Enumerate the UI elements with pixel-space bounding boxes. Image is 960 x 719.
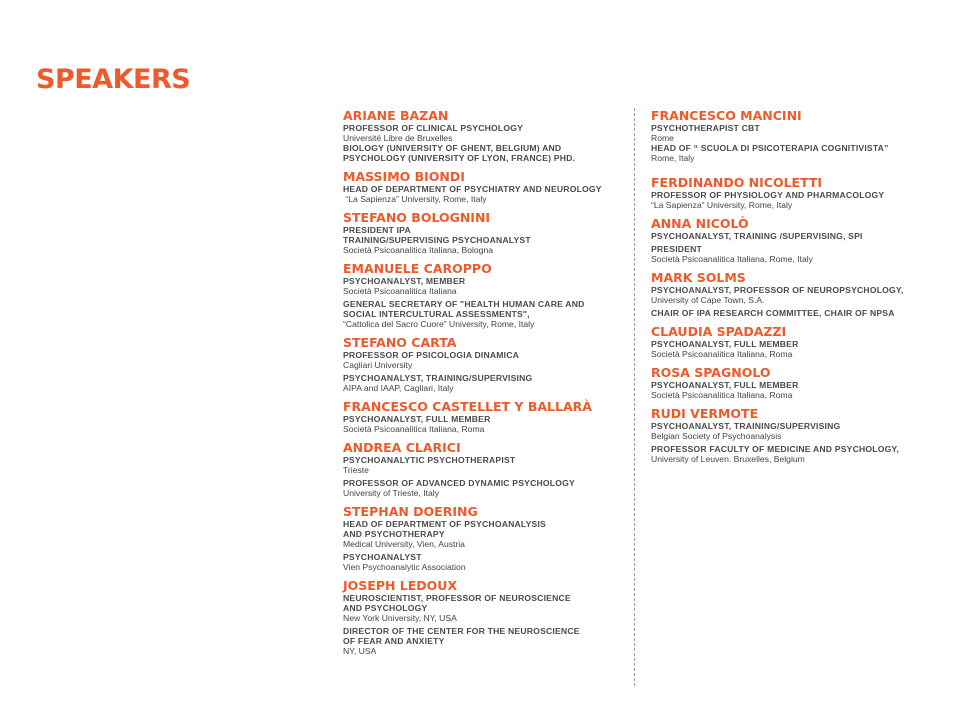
speaker-role: PSYCHOANALYST, FULL MEMBER [651,339,799,349]
speaker-name: MARK SOLMS [651,270,746,285]
speaker-entry [651,324,926,359]
speaker-role: PROFESSOR OF PHYSIOLOGY AND PHARMACOLOGY [651,190,885,200]
speaker-affiliation: Società Psicoanalitica Italiana, Roma [651,349,793,359]
speaker-role: OF FEAR AND ANXIETY [343,636,445,646]
speaker-name: CLAUDIA SPADAZZI [651,324,787,339]
speaker-role: PROFESSOR OF CLINICAL PSYCHOLOGY [343,123,524,133]
speaker-role: CHAIR OF IPA RESEARCH COMMITTEE, CHAIR OF NPSA [651,308,895,318]
speakers-right-column [651,108,926,470]
speaker-affiliation: New York University, NY, USA [343,613,457,623]
speaker-name: ROSA SPAGNOLO [651,365,771,380]
speaker-affiliation: “La Sapienza” University, Rome, Italy [651,200,793,210]
speaker-entry [343,261,618,329]
speaker-name: FRANCESCO CASTELLET Y BALLARÀ [343,399,592,414]
speaker-role: PSYCHOANALYST, TRAINING/SUPERVISING [651,421,841,431]
speaker-entry [651,175,926,210]
speaker-name: ANDREA CLARICI [343,440,461,455]
speaker-name: FERDINANDO NICOLETTI [651,175,823,190]
speaker-role: PSYCHOANALYST [343,552,422,562]
speaker-affiliation: Società Psicoanalitica Italiana, Roma [651,390,793,400]
speaker-role: PSYCHOANALYST, TRAINING /SUPERVISING, SPI [651,231,863,241]
speaker-role: PROFESSOR FACULTY OF MEDICINE AND PSYCHOLOGY, [651,444,900,454]
column-divider [634,108,635,686]
speaker-affiliation: “La Sapienza” University, Rome, Italy [343,194,487,204]
speaker-affiliation: NY, USA [343,646,377,656]
speaker-entry [651,216,926,264]
speaker-affiliation: Vien Psychoanalytic Association [343,562,466,572]
speaker-affiliation: Trieste [343,465,369,475]
speaker-name: EMANUELE CAROPPO [343,261,492,276]
speaker-role: PSYCHOANALYST, FULL MEMBER [343,414,491,424]
speaker-name: STEPHAN DOERING [343,504,478,519]
speaker-role: AND PSYCHOLOGY [343,603,428,613]
speaker-role: AND PSYCHOTHERAPY [343,529,445,539]
speaker-role: PRESIDENT [651,244,702,254]
speaker-entry [343,169,618,204]
speaker-entry [651,108,926,163]
speaker-entry [343,335,618,393]
speaker-affiliation: Società Psicoanalitica Italiana [343,286,457,296]
speaker-role: PSYCHOANALYST, FULL MEMBER [651,380,799,390]
speaker-affiliation: University of Leuven. Bruxelles, Belgium [651,454,805,464]
speaker-entry [651,365,926,400]
speaker-role: TRAINING/SUPERVISING PSYCHOANALYST [343,235,531,245]
speaker-name: STEFANO BOLOGNINI [343,210,491,225]
speaker-affiliation: Società Psicoanalitica Italiana, Rome, Italy [651,254,813,264]
speaker-role: PSYCHOANALYST, PROFESSOR OF NEUROPSYCHOLOGY, [651,285,904,295]
speaker-name: ARIANE BAZAN [343,108,449,123]
speaker-role: HEAD OF DEPARTMENT OF PSYCHIATRY AND NEUROLOGY [343,184,602,194]
page-title: SPEAKERS [36,64,191,95]
speaker-affiliation: “Cattolica del Sacro Cuore” University, Rome, Italy [343,319,535,329]
speaker-entry [343,504,618,572]
speaker-name: FRANCESCO MANCINI [651,108,802,123]
speaker-entry [343,210,618,255]
speaker-role: SOCIAL INTERCULTURAL ASSESSMENTS", [343,309,530,319]
speaker-role: BIOLOGY (UNIVERSITY OF GHENT, BELGIUM) AND [343,143,562,153]
speaker-name: STEFANO CARTA [343,335,457,350]
speaker-affiliation: Cagliari University [343,360,413,370]
speaker-affiliation: Rome [651,133,674,143]
speaker-affiliation: Rome, Italy [651,153,695,163]
speaker-role: GENERAL SECRETARY OF "HEALTH HUMAN CARE AND [343,299,585,309]
speaker-role: PRESIDENT IPA [343,225,411,235]
speaker-role: PSYCHOANALYST, TRAINING/SUPERVISING [343,373,533,383]
speaker-name: RUDI VERMOTE [651,406,759,421]
speaker-role: PSYCHOANALYST, MEMBER [343,276,466,286]
speaker-entry [343,399,618,434]
speaker-role: PSYCHOTHERAPIST CBT [651,123,760,133]
speaker-entry [651,270,926,318]
speaker-affiliation: Società Psicoanalitica Italiana, Roma [343,424,485,434]
speaker-name: ANNA NICOLÒ [651,216,749,231]
speaker-affiliation: Medical University, Vien, Austria [343,539,465,549]
speaker-entry [343,578,618,656]
speaker-name: JOSEPH LEDOUX [343,578,458,593]
speaker-role: DIRECTOR OF THE CENTER FOR THE NEUROSCIENCE [343,626,580,636]
speaker-entry [343,108,618,163]
speaker-affiliation: Società Psicoanalitica Italiana, Bologna [343,245,494,255]
speaker-role: NEUROSCIENTIST, PROFESSOR OF NEUROSCIENCE [343,593,571,603]
speaker-role: PROFESSOR OF ADVANCED DYNAMIC PSYCHOLOGY [343,478,575,488]
speakers-left-column [343,108,618,662]
speaker-role: PSYCHOLOGY (UNIVERSITY OF LYON, FRANCE) PHD. [343,153,576,163]
speaker-affiliation: University of Cape Town, S.A. [651,295,765,305]
speaker-role: HEAD OF DEPARTMENT OF PSYCHOANALYSIS [343,519,546,529]
speaker-role: HEAD OF “ SCUOLA DI PSICOTERAPIA COGNITIVISTA” [651,143,889,153]
speaker-affiliation: AIPA and IAAP, Cagliari, Italy [343,383,454,393]
speaker-affiliation: Belgian Society of Psychoanalysis [651,431,782,441]
speaker-name: MASSIMO BIONDI [343,169,465,184]
speaker-entry [651,406,926,464]
speaker-affiliation: University of Trieste, Italy [343,488,439,498]
speaker-role: PROFESSOR OF PSICOLOGIA DINAMICA [343,350,520,360]
speaker-affiliation: Université Libre de Bruxelles [343,133,453,143]
speaker-role: PSYCHOANALYTIC PSYCHOTHERAPIST [343,455,516,465]
speaker-entry [343,440,618,498]
